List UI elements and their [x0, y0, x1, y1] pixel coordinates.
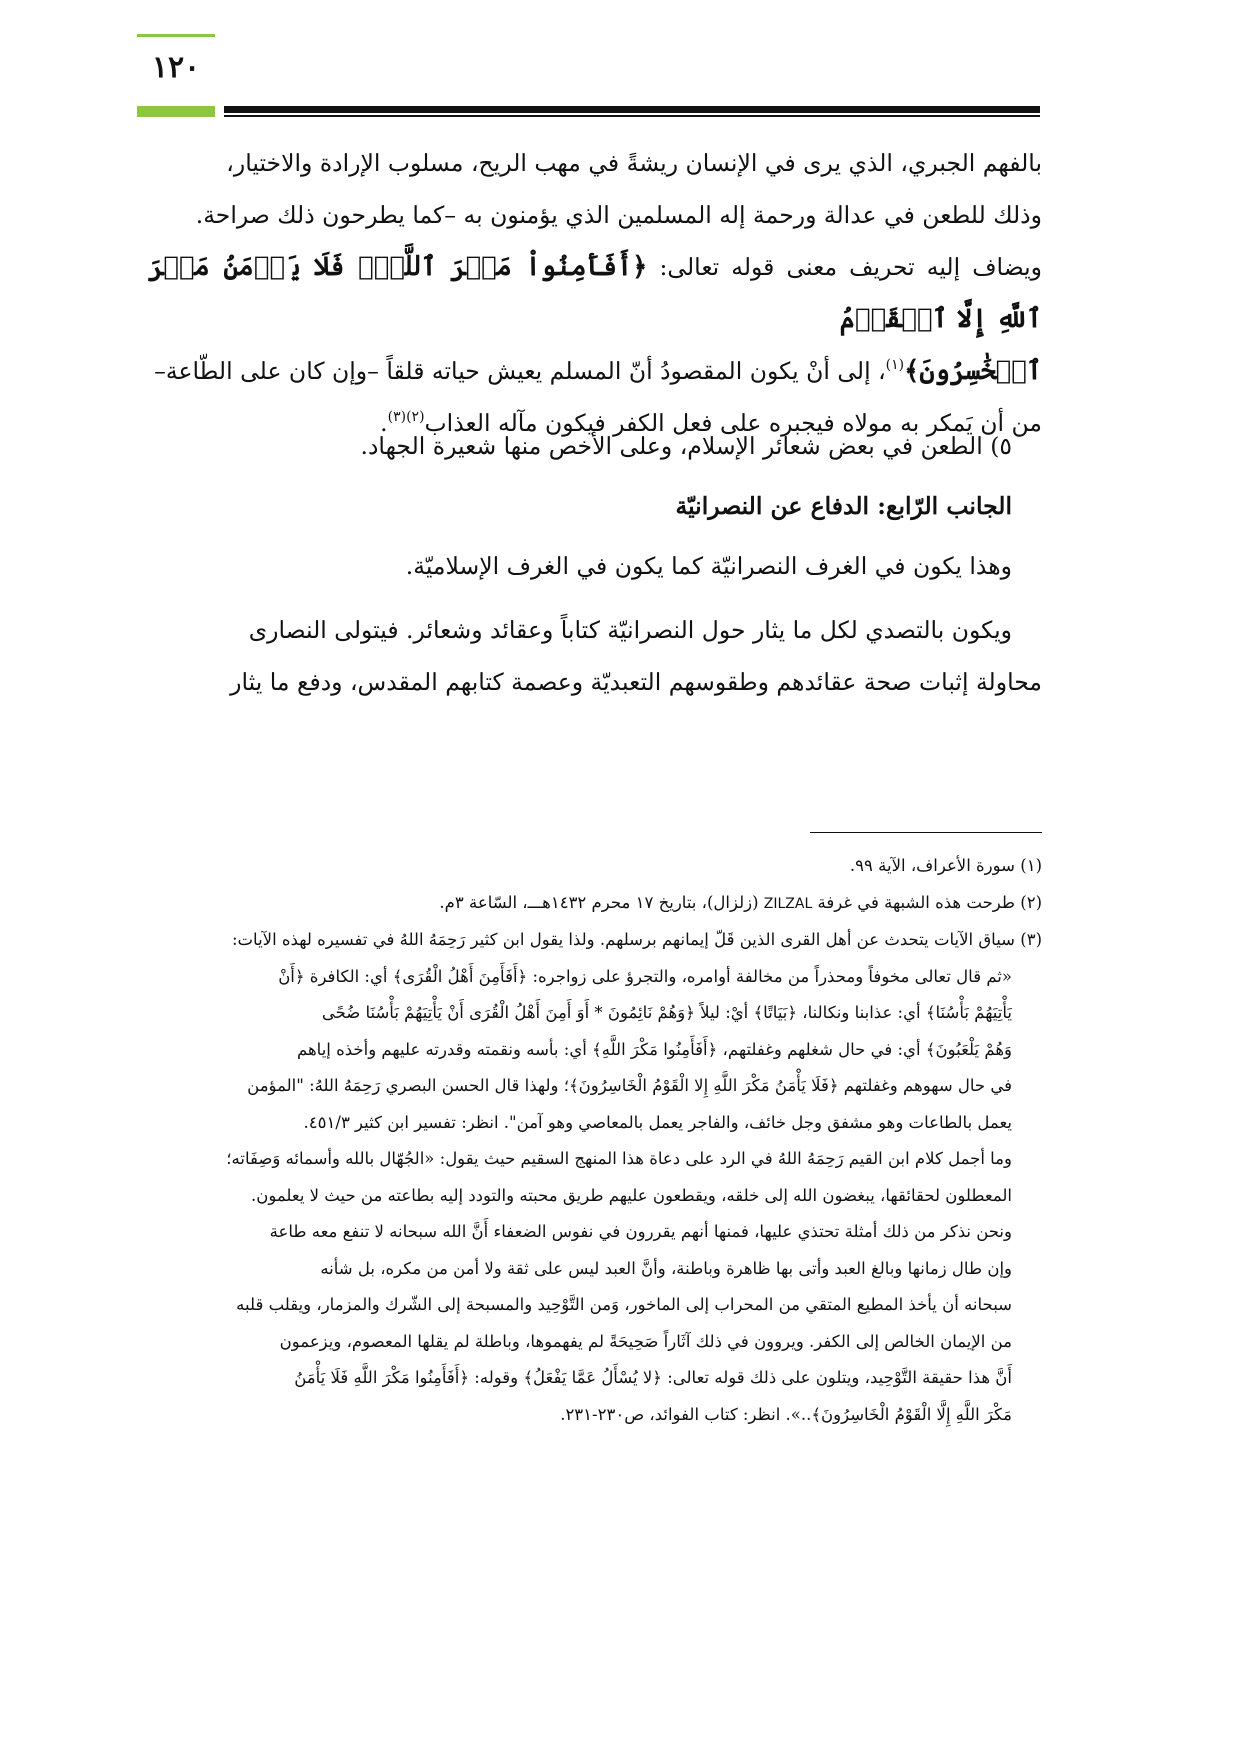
footnote-3-line: يعمل بالطاعات وهو مشفق وجل خائف، والفاجر يعمل بالمعاصي وهو آمن". انظر: تفسير ابن كثير ٤٥١/٣.	[303, 1112, 1012, 1132]
header-accent-line	[137, 34, 215, 37]
main-paragraph-1	[148, 137, 1042, 449]
text-line: محاولة إثبات صحة عقائدهم وطقوسهم التعبديّة وعصمة كتابهم المقدس، ودفع ما يثار	[230, 668, 1042, 696]
heading-label: الجانب الرّابع	[885, 492, 1012, 520]
heading-line	[148, 480, 1042, 532]
footnotes	[148, 848, 1042, 1433]
quran-verse-end: ٱلۡخَٰسِرُونَ﴾	[904, 356, 1042, 386]
footnote-ref-1[interactable]: (١)	[885, 357, 905, 373]
header-rule-thin	[224, 115, 1040, 117]
footnote-ref-3[interactable]: (٣)	[387, 409, 407, 425]
room-name: ZILZAL	[763, 895, 813, 912]
footnote-3-line: وَهُمْ يَلْعَبُونَ﴾ أي: في حال شغلهم وغفلتهم، ﴿أَفَأَمِنُوا مَكْرَ اللَّهِ﴾ أي: بأسه ونقمته وقدرته عليهم وأخذه إياهم	[296, 1039, 1012, 1059]
text-line	[148, 345, 1042, 397]
footnote-2	[148, 885, 1042, 923]
footnote-3-line: في حال سهوهم وغفلتهم ﴿فَلَا يَأْمَنُ مَكْرَ اللَّهِ إِلا الْقَوْمُ الْخَاسِرُونَ﴾؛ ولهذا قال الحسن البصري رَحِمَهُ اللهُ: "المؤمن	[247, 1076, 1012, 1095]
footnote-3-line: ونحن نذكر من ذلك أمثلة تحتذي عليها، فمنها أنهم يقررون في نفوس الضعفاء أَنَّ الله سبحانه لا تنفع معه طاعة	[269, 1222, 1012, 1241]
page-number: ١٢٠	[151, 50, 201, 85]
footnote-3-line: وإن طال زمانها وبالغ العبد وأتى بها ظاهرة وباطنة، وأنَّ العبد ليس على ثقة ولا أمن من مكره، بل شأنه	[320, 1258, 1012, 1278]
footnote-3-line: أَنَّ هذا حقيقة التَّوْحِيد، ويتلون على ذلك قوله تعالى: ﴿لا يُسْأَلُ عَمَّا يَفْعَلُ﴾ وقوله: ﴿أَفَأَمِنُوا مَكْرَ اللَّهِ فَلَا يَأْمَنُ	[294, 1368, 1012, 1387]
main-paragraph-3	[148, 540, 1042, 592]
footnote-3-line: سبحانه أن يأخذ المطيع المتقي من المحراب إلى الماخور، وَمن التَّوْحِيد والمسبحة إلى الشّرك والمزمار، ويقلب قلبه	[236, 1295, 1012, 1314]
main-paragraph-2	[148, 420, 1042, 472]
heading-separator: :	[869, 492, 886, 520]
footnote-1: (١) سورة الأعراف، الآية ٩٩.	[849, 856, 1042, 875]
footnote-divider	[810, 832, 1042, 833]
footnote-3-line: يَأْتِيَهُمْ بَأْسُنَا﴾ أي: عذابنا ونكالنا، ﴿بَيَاتًا﴾ أيْ: ليلاً ﴿وَهُمْ نَائِمُونَ * أَوَ أَمِنَ أَهْلُ الْقُرَى أَنْ يَأْتِيَهُمْ بَأْسُنَا ضُحًى	[321, 1003, 1012, 1022]
footnote-3-line: المعطلون لحقائقها، يبغضون الله إلى خلقه، ويقطعون عليهم طريق محبته والتودد إليه بطاعته من حيث لا يعلمون.	[250, 1185, 1012, 1205]
footnote-3-line: من الإيمان الخالص إلى الكفر. ويروون في ذلك آثَاراً صَحِيحَةً لم يفهموها، وباطلة لم يقلها المعصوم، ويزعمون	[279, 1331, 1012, 1351]
footnote-3-line: مَكْرَ اللَّهِ إِلَّا الْقَوْمُ الْخَاسِرُونَ﴾..». انظر: كتاب الفوائد، ص٢٣٠-٢٣١.	[560, 1404, 1012, 1424]
header-rule-thick	[224, 106, 1040, 113]
text-span: (زلزال)، بتاريخ ١٧ محرم ١٤٣٢هـــ، السّاعة ٣م.	[439, 892, 764, 912]
text-line: بالفهم الجبري، الذي يرى في الإنسان ريشةً في مهب الريح، مسلوب الإرادة والاختيار،	[226, 149, 1042, 177]
footnote-3-line: وما أجمل كلام ابن القيم رَحِمَهُ اللهُ في الرد على دعاة هذا المنهج السقيم حيث يقول: «الجُهّال بالله وأسمائه وَصِفَاته؛	[226, 1149, 1012, 1168]
footnote-ref-2[interactable]: (٢)	[406, 409, 425, 425]
text-line: وهذا يكون في الغرف النصرانيّة كما يكون في الغرف الإسلاميّة.	[405, 552, 1012, 580]
text-span: ، إلى أنْ يكون المقصودُ أنّ المسلم يعيش حياته قلقاً –وإن كان على الطّاعة–	[154, 357, 886, 385]
footnote-3-line: «ثم قال تعالى مخوفاً ومحذراً من مخالفة أوامره، والتجرؤ على زواجره: ﴿أَفَأَمِنَ أَهْلُ الْقُرَى﴾ أي: الكافرة ﴿أَنْ	[278, 966, 1012, 986]
quran-verse: ﴿أَفَأَمِنُواْ مَكۡرَ ٱللَّهِۚ فَلَا يَأۡمَنُ مَكۡرَ ٱللَّهِ إِلَّا ٱلۡقَوۡمُ	[148, 252, 1042, 334]
main-paragraph-4	[148, 604, 1042, 708]
heading-title: الدفاع عن النصرانيّة	[675, 492, 870, 520]
text-span: من أن يَمكر به مولاه فيجبره على فعل الكفر فيكون مآله العذاب	[424, 409, 1042, 437]
text-line: وذلك للطعن في عدالة ورحمة إله المسلمين الذي يؤمنون به –كما يطرحون ذلك صراحة.	[195, 201, 1042, 229]
text-span: .	[380, 409, 388, 437]
text-line: ويكون بالتصدي لكل ما يثار حول النصرانيّة كتاباً وعقائد وشعائر. فيتولى النصارى	[248, 616, 1012, 644]
text-line	[148, 241, 1042, 345]
text-span: (٢) طرحت هذه الشبهة في غرفة	[812, 892, 1042, 912]
header-green-bar	[137, 106, 215, 117]
text-span: ويضاف إليه تحريف معنى قوله تعالى:	[647, 253, 1042, 281]
section-heading	[148, 480, 1042, 532]
list-item-5: ٥) الطعن في بعض شعائر الإسلام، وعلى الأخص منها شعيرة الجهاد.	[360, 432, 1012, 460]
footnote-3-line: (٣) سياق الآيات يتحدث عن أهل القرى الذين قَلّ إيمانهم برسلهم. ولذا يقول ابن كثير رَحِمَهُ اللهُ في تفسيره لهذه الآيات:	[231, 930, 1042, 949]
